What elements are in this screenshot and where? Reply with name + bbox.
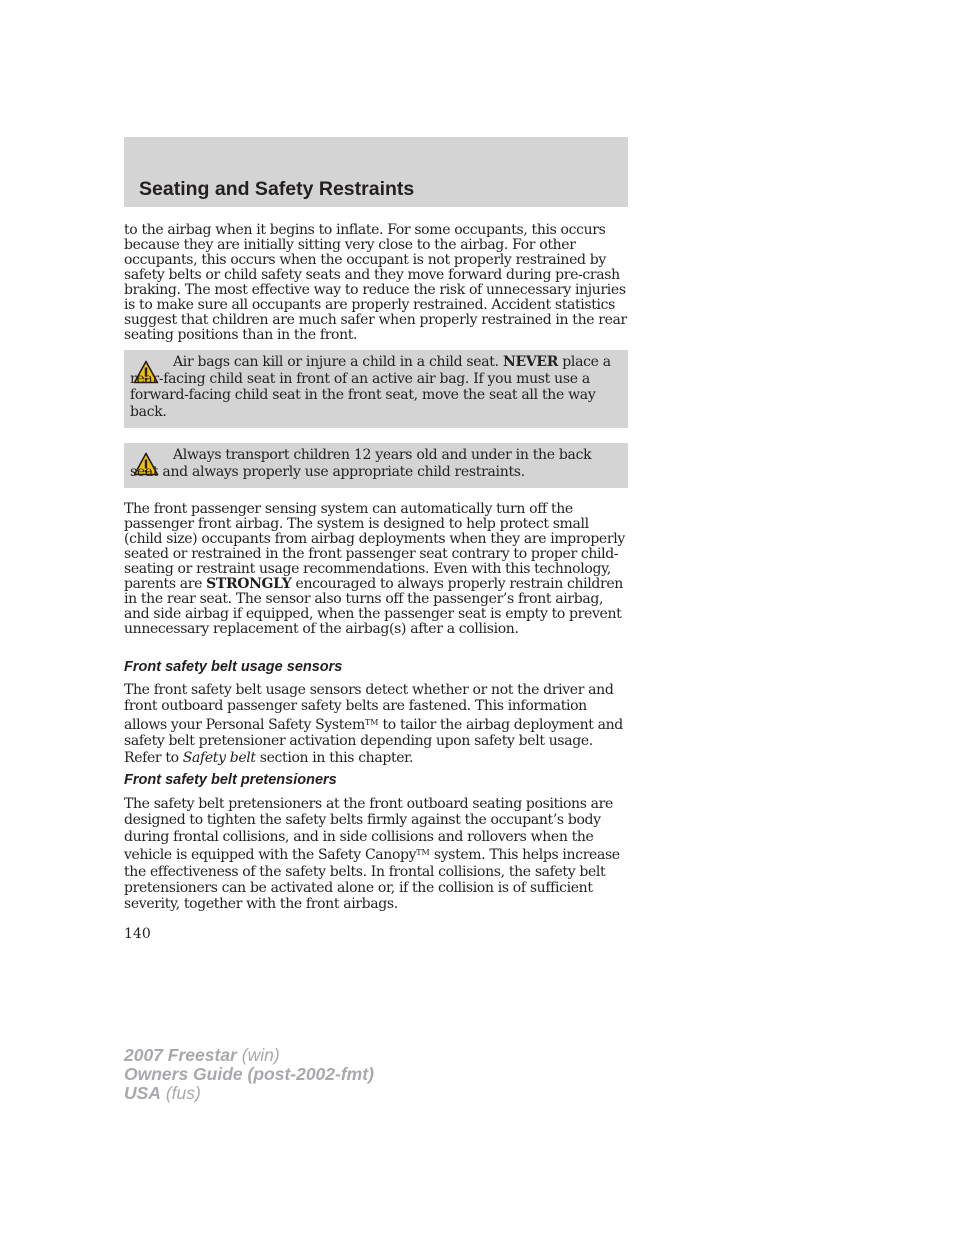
warning-text-children-back-seat: Always transport children 12 years old and under in the back seat and always properly use appropriate child restraints. bbox=[130, 447, 592, 480]
pretensioners-heading: Front safety belt pretensioners bbox=[124, 772, 337, 788]
document-footer bbox=[124, 1046, 374, 1103]
intro-paragraph: to the airbag when it begins to inflate. For some occupants, this occurs because they are initially sitting very close to the airbag. For other occupants, this occurs when the occupant is not properly restrained by safety belts or child safety seats and they move forward during pre-crash braking. The most effective way to reduce the risk of unnecessary injuries is to make sure all occupants are properly restrained. Accident statistics suggest that children are much safer when properly restrained in the rear seating positions than in the front. bbox=[124, 222, 627, 343]
usage-sensors-heading: Front safety belt usage sensors bbox=[124, 659, 343, 675]
usage-sensors-paragraph: The front safety belt usage sensors detect whether or not the driver and front outboard passenger safety belts are fastened. This information allows your Personal Safety System™ to tailor the airbag deployment and safety belt pretensioner activation depending upon safety belt usage. Refer to Safety belt section in this chapter. bbox=[124, 682, 623, 766]
warning-box-child-seat bbox=[124, 350, 628, 428]
warning-box-children-back-seat bbox=[124, 443, 628, 488]
footer-line-guide: Owners Guide (post-2002-fmt) bbox=[124, 1064, 374, 1084]
footer-line-model: 2007 Freestar (win) bbox=[124, 1045, 280, 1065]
safety-belt-reference: Safety belt bbox=[182, 749, 256, 766]
warning-text-child-seat: Air bags can kill or injure a child in a child seat. NEVER place a rear-facing child seat in front of an active air bag. If you must use a forward-facing child seat in the front seat, move the seat all the way back. bbox=[130, 354, 611, 420]
never-emphasis: NEVER bbox=[502, 354, 559, 370]
sensing-system-paragraph: The front passenger sensing system can automatically turn off the passenger front airbag. The system is designed to help protect small (child size) occupants from airbag deployments when they are improperly seated or restrained in the front passenger seat contrary to proper child-seating or restraint usage recommendations. Even with this technology, parents are STRONGLY encouraged to always properly restrain children in the rear seat. The sensor also turns off the passenger’s front airbag, and side airbag if equipped, when the passenger seat is empty to prevent unnecessary replacement of the airbag(s) after a collision. bbox=[124, 501, 625, 637]
section-header-band bbox=[124, 137, 628, 207]
trademark-mark: TM bbox=[416, 848, 430, 858]
strongly-emphasis: STRONGLY bbox=[206, 576, 292, 592]
section-title: Seating and Safety Restraints bbox=[139, 178, 415, 200]
footer-line-market: USA (fus) bbox=[124, 1083, 201, 1103]
pretensioners-paragraph: The safety belt pretensioners at the front outboard seating positions are designed to tighten the safety belts firmly against the occupant’s body during frontal collisions, and in side collisions and rollovers when the vehicle is equipped with the Safety Canopy™ system. This helps increase the effectiveness of the safety belts. In frontal collisions, the safety belt pretensioners can be activated alone or, if the collision is of sufficient severity, together with the front airbags. bbox=[124, 796, 620, 913]
page-number: 140 bbox=[124, 926, 151, 942]
trademark-mark: TM bbox=[364, 717, 379, 727]
